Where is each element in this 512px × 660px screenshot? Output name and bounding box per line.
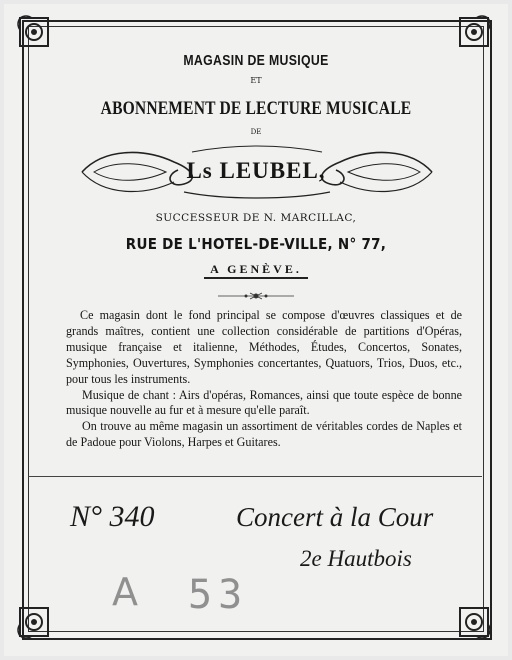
handwritten-work-title: Concert à la Cour (236, 502, 434, 532)
stamp-letter: A (112, 570, 138, 614)
corner-ornament-bottom-left (14, 602, 54, 642)
city-text: A GENÈVE. (204, 262, 308, 279)
corner-ornament-top-left (14, 12, 54, 52)
corner-ornament-top-right (454, 12, 494, 52)
merchant-name: Ls LEUBEL, (186, 158, 326, 183)
stamp-number: 53 (188, 572, 249, 618)
conjunction-et: ET (250, 76, 262, 85)
successor-line: SUCCESSEUR DE N. MARCILLAC, (155, 212, 357, 224)
ornamental-divider (216, 290, 296, 302)
paragraph-collection: Ce magasin dont le fond principal se compose d'œuvres classiques et de grands maîtres, contient une collection considérable de partitions d'Opéras, musique française et italienne, Méthodes, Études, Concertos, Sonates, Symphonies, Ouvertures, Symphonies concertantes, Quatuors, Trios, Duos, etc., pour tous les instruments. (66, 308, 462, 386)
subscription-title: ABONNEMENT DE LECTURE MUSICALE (100, 98, 412, 119)
corner-ornament-bottom-right (454, 602, 494, 642)
separator-line (28, 476, 482, 477)
shop-title: MAGASIN DE MUSIQUE (183, 52, 329, 69)
paragraph-vocal-music: Musique de chant : Airs d'opéras, Romances, ainsi que toute espèce de bonne musique nouvelle au fur et à mesure qu'elle paraît. (66, 387, 462, 418)
city-line (0, 262, 512, 279)
paragraph-strings: On trouve au même magasin un assortiment de véritables cordes de Naples et de Padoue pour Violons, Harpes et Guitares. (66, 419, 462, 450)
handwritten-part-name: 2e Hautbois (300, 546, 412, 571)
handwritten-catalog-number: N° 340 (70, 500, 155, 533)
description-text (66, 308, 462, 451)
street-address: RUE DE L'HOTEL-DE-VILLE, N° 77, (125, 235, 387, 253)
preposition-de: DE (250, 128, 262, 136)
